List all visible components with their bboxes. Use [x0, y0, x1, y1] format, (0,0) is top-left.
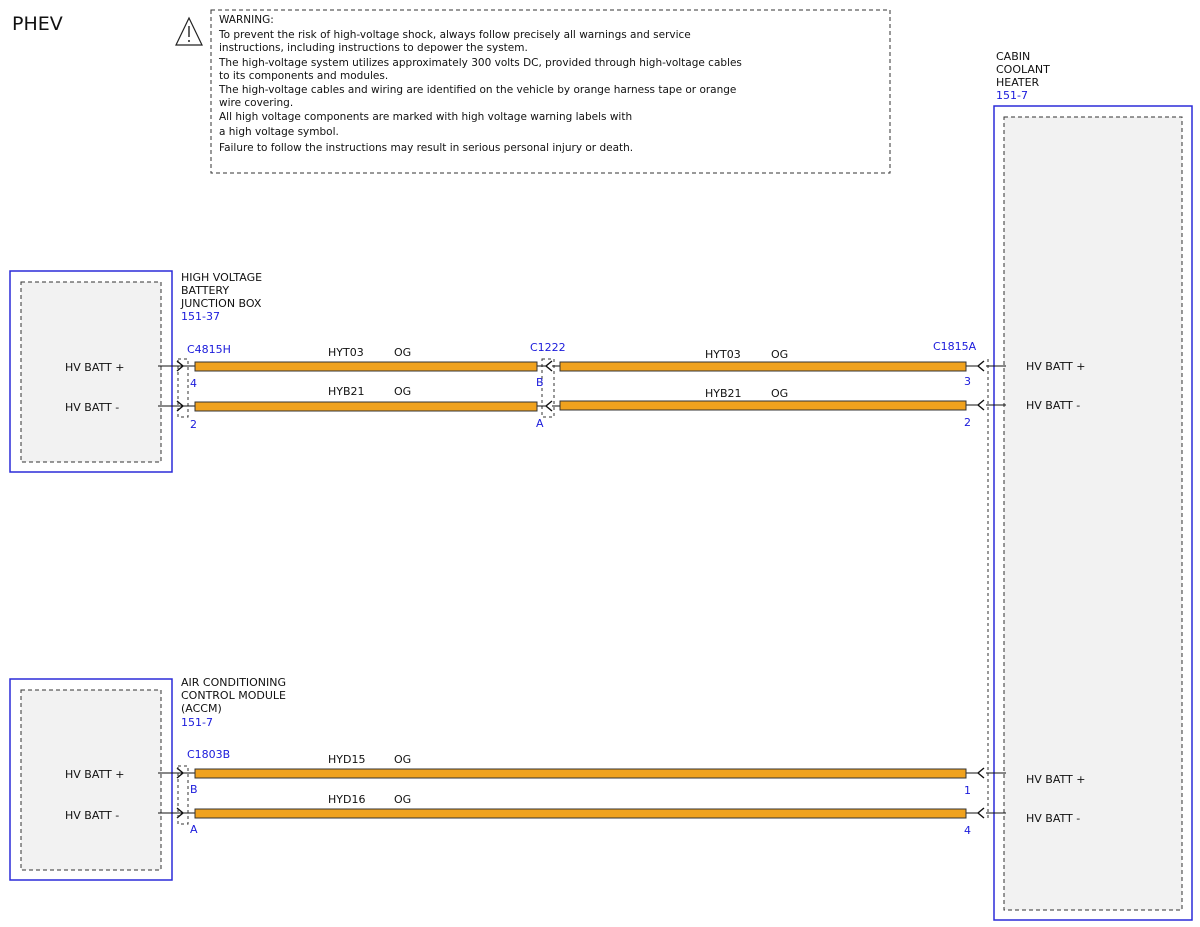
cabin-coolant-heater	[994, 50, 1192, 920]
wire-color-hyb21-right: OG	[771, 387, 789, 400]
wire-color-hyb21-left: OG	[394, 385, 412, 398]
pin-c4815h-2: 2	[190, 418, 197, 431]
pin-c1815a-2: 2	[964, 416, 971, 429]
warning-line-0: WARNING:	[219, 14, 274, 26]
wire-hyb21-right	[560, 401, 966, 410]
warning-line-3: The high-voltage system utilizes approximately 300 volts DC, provided through high-voltage cables	[219, 57, 742, 69]
pin-c4815h-4: 4	[190, 377, 197, 390]
heater-pin-hv-batt-plus-top: HV BATT +	[1026, 360, 1086, 373]
heater-ref: 151-7	[996, 89, 1028, 102]
chevron-left-icon	[978, 361, 984, 371]
warning-line-6: wire covering.	[219, 97, 294, 109]
heater-pin-hv-batt-minus-top: HV BATT -	[1026, 399, 1081, 412]
warning-line-5: The high-voltage cables and wiring are identified on the vehicle by orange harness tape or orange	[219, 84, 737, 96]
warning-line-7: All high voltage components are marked with high voltage warning labels with	[219, 111, 633, 123]
wire-color-hyt03-right: OG	[771, 348, 789, 361]
pin-c1803b-b: B	[190, 783, 198, 796]
wire-color-hyt03-left: OG	[394, 346, 412, 359]
warning-line-9: Failure to follow the instructions may result in serious personal injury or death.	[219, 142, 634, 154]
junction-box-name-line-1: HIGH VOLTAGE	[181, 271, 263, 284]
chevron-left-icon	[978, 768, 984, 778]
junction-box-pin-hv-batt-plus: HV BATT +	[65, 361, 125, 374]
warning-line-8: a high voltage symbol.	[219, 126, 339, 138]
wire-label-hyt03-left: HYT03	[328, 346, 364, 359]
heater-body	[1004, 117, 1182, 910]
chevron-left-icon	[546, 401, 552, 411]
accm-name-line-1: AIR CONDITIONING	[181, 676, 287, 689]
wire-hyd15	[195, 769, 966, 778]
junction-box-name-line-3: JUNCTION BOX	[181, 297, 262, 310]
junction-box-name-line-2: BATTERY	[181, 284, 230, 297]
pin-c1222-b: B	[536, 376, 544, 389]
chevron-left-icon	[978, 400, 984, 410]
wire-hyt03-right	[560, 362, 966, 371]
accm-name-line-3: (ACCM)	[181, 702, 222, 715]
wire-color-hyd16: OG	[394, 793, 412, 806]
warning-icon	[176, 18, 202, 45]
pin-c1222-a: A	[536, 417, 544, 430]
warning-line-1: To prevent the risk of high-voltage shock, always follow precisely all warnings and service	[219, 29, 691, 41]
accm-pin-hv-batt-plus: HV BATT +	[65, 768, 125, 781]
junction-box-pin-hv-batt-minus: HV BATT -	[65, 401, 120, 414]
chevron-left-icon	[978, 808, 984, 818]
connector-c4815h-label: C4815H	[187, 343, 231, 356]
wire-label-hyd15: HYD15	[328, 753, 366, 766]
chevron-left-icon	[546, 361, 552, 371]
heater-name-line-1: CABIN	[996, 50, 1031, 63]
accm-ref: 151-7	[181, 716, 213, 729]
wire-label-hyt03-right: HYT03	[705, 348, 741, 361]
wire-label-hyd16: HYD16	[328, 793, 366, 806]
wire-hyb21-left	[195, 402, 537, 411]
pin-heater-1: 1	[964, 784, 971, 797]
connector-c1222-label: C1222	[530, 341, 566, 354]
pin-c1815a-3: 3	[964, 375, 971, 388]
warning-line-2: instructions, including instructions to depower the system.	[219, 42, 528, 54]
accm-pin-hv-batt-minus: HV BATT -	[65, 809, 120, 822]
wire-hyt03-left	[195, 362, 537, 371]
junction-box-ref: 151-37	[181, 310, 220, 323]
wire-hyd16	[195, 809, 966, 818]
pin-heater-4: 4	[964, 824, 971, 837]
connector-c1815a-label: C1815A	[933, 340, 977, 353]
warning-block	[176, 10, 890, 173]
accm-name-line-2: CONTROL MODULE	[181, 689, 286, 702]
wire-label-hyb21-right: HYB21	[705, 387, 742, 400]
page-title: PHEV	[12, 13, 63, 35]
heater-pin-hv-batt-plus-bottom: HV BATT +	[1026, 773, 1086, 786]
heater-name-line-3: HEATER	[996, 76, 1040, 89]
pin-c1803b-a: A	[190, 823, 198, 836]
warning-line-4: to its components and modules.	[219, 70, 389, 82]
heater-name-line-2: COOLANT	[996, 63, 1050, 76]
connector-c1803b-label: C1803B	[187, 748, 231, 761]
wire-color-hyd15: OG	[394, 753, 412, 766]
wire-label-hyb21-left: HYB21	[328, 385, 365, 398]
heater-pin-hv-batt-minus-bottom: HV BATT -	[1026, 812, 1081, 825]
